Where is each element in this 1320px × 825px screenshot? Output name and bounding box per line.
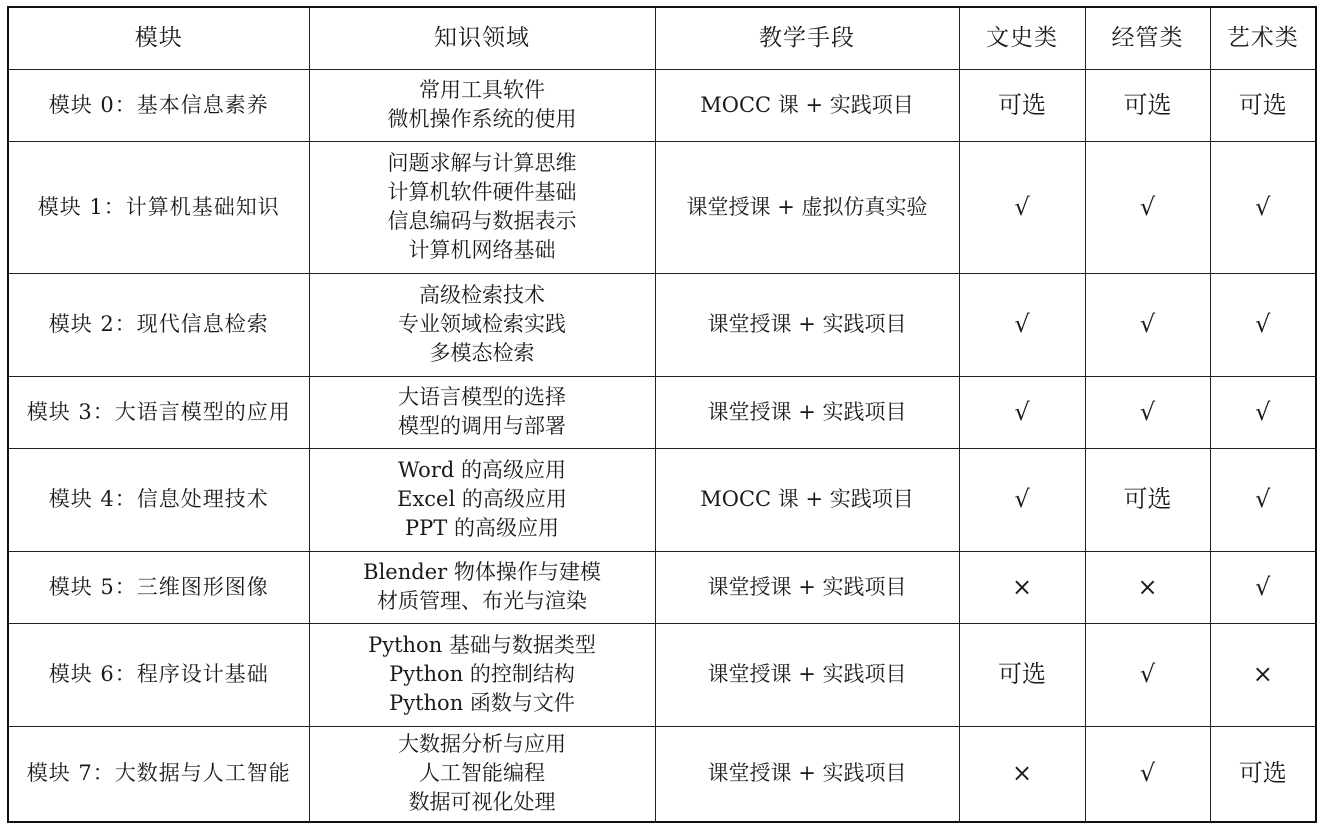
knowledge-cell [309,448,655,551]
knowledge-item: 计算机软件硬件基础 [387,180,577,204]
knowledge-item: 多模态检索 [429,341,535,365]
method-cell: 课堂授课 + 实践项目 [655,726,959,822]
module-cell: 模块 3：大语言模型的应用 [8,376,309,448]
knowledge-item: Python 函数与文件 [389,691,575,715]
wenshi-cell: √ [959,376,1085,448]
header-module: 模块 [8,7,309,69]
knowledge-item: 模型的调用与部署 [398,414,566,438]
knowledge-item: PPT 的高级应用 [405,516,559,540]
method-cell: 课堂授课 + 实践项目 [655,623,959,726]
table-row [8,623,1316,726]
table-row [8,273,1316,376]
knowledge-item: 常用工具软件 [419,78,545,102]
jingguan-cell: √ [1085,726,1210,822]
knowledge-cell [309,623,655,726]
yishu-cell: √ [1210,551,1316,623]
header-row [8,7,1316,69]
knowledge-cell [309,376,655,448]
knowledge-item: Python 的控制结构 [389,662,575,686]
method-cell: 课堂授课 + 实践项目 [655,376,959,448]
knowledge-item: 信息编码与数据表示 [387,209,577,233]
method-cell: MOCC 课 + 实践项目 [655,69,959,141]
knowledge-item: 专业领域检索实践 [398,312,566,336]
knowledge-item: 大语言模型的选择 [398,385,566,409]
wenshi-cell: √ [959,448,1085,551]
table-row [8,726,1316,822]
jingguan-cell: √ [1085,273,1210,376]
knowledge-item: 材质管理、布光与渲染 [377,589,587,613]
wenshi-cell: √ [959,273,1085,376]
yishu-cell: 可选 [1210,69,1316,141]
yishu-cell: √ [1210,448,1316,551]
header-method: 教学手段 [655,7,959,69]
knowledge-item: Excel 的高级应用 [397,487,567,511]
header-jingguan: 经管类 [1085,7,1210,69]
jingguan-cell: √ [1085,141,1210,273]
wenshi-cell: × [959,726,1085,822]
table-row [8,551,1316,623]
yishu-cell: × [1210,623,1316,726]
wenshi-cell: 可选 [959,623,1085,726]
module-cell: 模块 6：程序设计基础 [8,623,309,726]
yishu-cell: √ [1210,273,1316,376]
method-cell: 课堂授课 + 虚拟仿真实验 [655,141,959,273]
table-row [8,376,1316,448]
jingguan-cell: 可选 [1085,448,1210,551]
method-cell: 课堂授课 + 实践项目 [655,551,959,623]
knowledge-item: 高级检索技术 [419,283,545,307]
course-module-table [7,6,1317,823]
module-cell: 模块 7：大数据与人工智能 [8,726,309,822]
knowledge-item: Word 的高级应用 [398,458,566,482]
knowledge-item: Blender 物体操作与建模 [363,560,601,584]
knowledge-cell [309,551,655,623]
module-cell: 模块 0：基本信息素养 [8,69,309,141]
table-row [8,69,1316,141]
header-wenshi: 文史类 [959,7,1085,69]
yishu-cell: √ [1210,376,1316,448]
method-cell: 课堂授课 + 实践项目 [655,273,959,376]
method-cell: MOCC 课 + 实践项目 [655,448,959,551]
knowledge-item: 计算机网络基础 [408,238,556,262]
wenshi-cell: × [959,551,1085,623]
knowledge-item: 微机操作系统的使用 [387,107,577,131]
table-row [8,448,1316,551]
wenshi-cell: √ [959,141,1085,273]
jingguan-cell: × [1085,551,1210,623]
knowledge-item: 人工智能编程 [419,761,545,786]
jingguan-cell: 可选 [1085,69,1210,141]
knowledge-item: 数据可视化处理 [408,790,556,815]
knowledge-item: 问题求解与计算思维 [387,151,577,175]
yishu-cell: 可选 [1210,726,1316,822]
jingguan-cell: √ [1085,623,1210,726]
yishu-cell: √ [1210,141,1316,273]
table-row [8,141,1316,273]
wenshi-cell: 可选 [959,69,1085,141]
module-cell: 模块 5：三维图形图像 [8,551,309,623]
knowledge-item: 大数据分析与应用 [398,732,566,757]
knowledge-item: Python 基础与数据类型 [368,633,596,657]
module-cell: 模块 1：计算机基础知识 [8,141,309,273]
knowledge-cell [309,69,655,141]
header-yishu: 艺术类 [1210,7,1316,69]
jingguan-cell: √ [1085,376,1210,448]
knowledge-cell [309,726,655,822]
knowledge-cell [309,141,655,273]
module-cell: 模块 2：现代信息检索 [8,273,309,376]
knowledge-cell [309,273,655,376]
module-cell: 模块 4：信息处理技术 [8,448,309,551]
header-knowledge: 知识领域 [309,7,655,69]
